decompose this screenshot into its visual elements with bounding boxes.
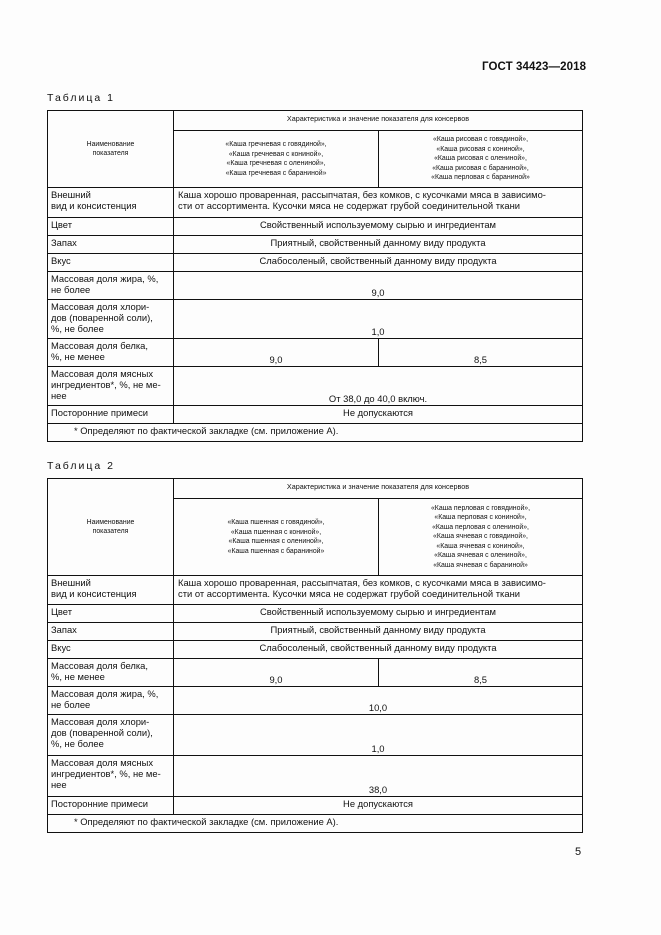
row-value-salt: 1,0 [174,300,583,339]
table-footnote-row [48,815,583,833]
table1-col2-products: «Каша рисовая с говядиной», «Каша рисовая с кониной», «Каша рисовая с олениной», «Каша рисовая с бараниной», «Каша перловая с бараниной» [379,131,583,188]
table-row [48,188,583,218]
table-row [48,659,583,687]
table-footnote-row [48,424,583,442]
row-value-taste: Слабосоленый, свойственный данному виду продукта [174,641,583,659]
row-value-smell: Приятный, свойственный данному виду продукта [174,623,583,641]
table-row [48,339,583,367]
row-name-appearance: Внешний вид и консистенция [48,576,174,605]
row-name-protein: Массовая доля белка, %, не менее [48,659,174,687]
table-row [48,254,583,272]
table-row [48,300,583,339]
row-value-meat: 38,0 [174,756,583,797]
row-value-taste: Слабосоленый, свойственный данному виду продукта [174,254,583,272]
row-value-protein-col1: 9,0 [174,659,379,687]
table-row [48,367,583,406]
table-row [48,218,583,236]
table-row [48,687,583,715]
row-name-impurities: Посторонние примеси [48,797,174,815]
row-name-smell: Запах [48,236,174,254]
table-row [48,756,583,797]
row-value-protein-col1: 9,0 [174,339,379,367]
table-row [48,406,583,424]
document-standard-number: ГОСТ 34423—2018 [482,61,587,73]
row-value-meat: От 38,0 до 40,0 включ. [174,367,583,406]
table2-col-group-header: Характеристика и значение показателя для консервов [174,479,583,499]
row-value-fat: 9,0 [174,272,583,300]
row-value-protein-col2: 8,5 [379,659,583,687]
table-row [48,623,583,641]
table2-footnote: * Определяют по фактической закладке (см. приложение А). [48,815,583,833]
table2-name-header: Наименование показателя [48,479,174,576]
table1 [47,110,583,442]
table2-col1-products: «Каша пшенная с говядиной», «Каша пшенная с кониной», «Каша пшенная с олениной», «Каша пшенная с бараниной» [174,499,379,576]
table1-col-group-header: Характеристика и значение показателя для консервов [174,111,583,131]
table2 [47,478,583,833]
row-value-appearance: Каша хорошо проваренная, рассыпчатая, без комков, с кусочками мяса в зависимо- сти от ассортимента. Кусочки мяса не содержат грубой соединительной ткани [174,576,583,605]
table-row [48,605,583,623]
row-value-impurities: Не допускаются [174,797,583,815]
row-value-color: Свойственный используемому сырью и ингредиентам [174,605,583,623]
table-row [48,236,583,254]
row-name-fat: Массовая доля жира, %, не более [48,272,174,300]
table1-footnote: * Определяют по фактической закладке (см. приложение А). [48,424,583,442]
row-value-smell: Приятный, свойственный данному виду продукта [174,236,583,254]
row-value-color: Свойственный используемому сырью и ингредиентам [174,218,583,236]
row-name-color: Цвет [48,605,174,623]
page-number: 5 [575,846,582,858]
table-row [48,272,583,300]
row-name-impurities: Посторонние примеси [48,406,174,424]
row-name-protein: Массовая доля белка, %, не менее [48,339,174,367]
row-name-smell: Запах [48,623,174,641]
row-name-meat: Массовая доля мясных ингредиентов*, %, не ме- нее [48,367,174,406]
row-name-appearance: Внешний вид и консистенция [48,188,174,218]
row-name-fat: Массовая доля жира, %, не более [48,687,174,715]
row-value-appearance: Каша хорошо проваренная, рассыпчатая, без комков, с кусочками мяса в зависимо- сти от ассортимента. Кусочки мяса не содержат грубой соединительной ткани [174,188,583,218]
table2-caption: Таблица 2 [47,460,115,472]
table-row [48,715,583,756]
row-name-salt: Массовая доля хлори- дов (поваренной соли), %, не более [48,300,174,339]
row-name-color: Цвет [48,218,174,236]
row-value-impurities: Не допускаются [174,406,583,424]
row-name-taste: Вкус [48,254,174,272]
table2-col2-products: «Каша перловая с говядиной», «Каша перловая с кониной», «Каша перловая с олениной», «Каша ячневая с говядиной», «Каша ячневая с кониной», «Каша ячневая с олениной», «Каша ячневая с бараниной» [379,499,583,576]
row-name-salt: Массовая доля хлори- дов (поваренной соли), %, не более [48,715,174,756]
table-row [48,797,583,815]
row-value-protein-col2: 8,5 [379,339,583,367]
row-value-salt: 1,0 [174,715,583,756]
table-row [48,576,583,605]
table-row [48,641,583,659]
row-name-meat: Массовая доля мясных ингредиентов*, %, не ме- нее [48,756,174,797]
table1-name-header: Наименование показателя [48,111,174,188]
row-name-taste: Вкус [48,641,174,659]
table1-caption: Таблица 1 [47,92,115,104]
row-value-fat: 10,0 [174,687,583,715]
table1-col1-products: «Каша гречневая с говядиной», «Каша гречневая с кониной», «Каша гречневая с олениной», «Каша гречневая с бараниной» [174,131,379,188]
